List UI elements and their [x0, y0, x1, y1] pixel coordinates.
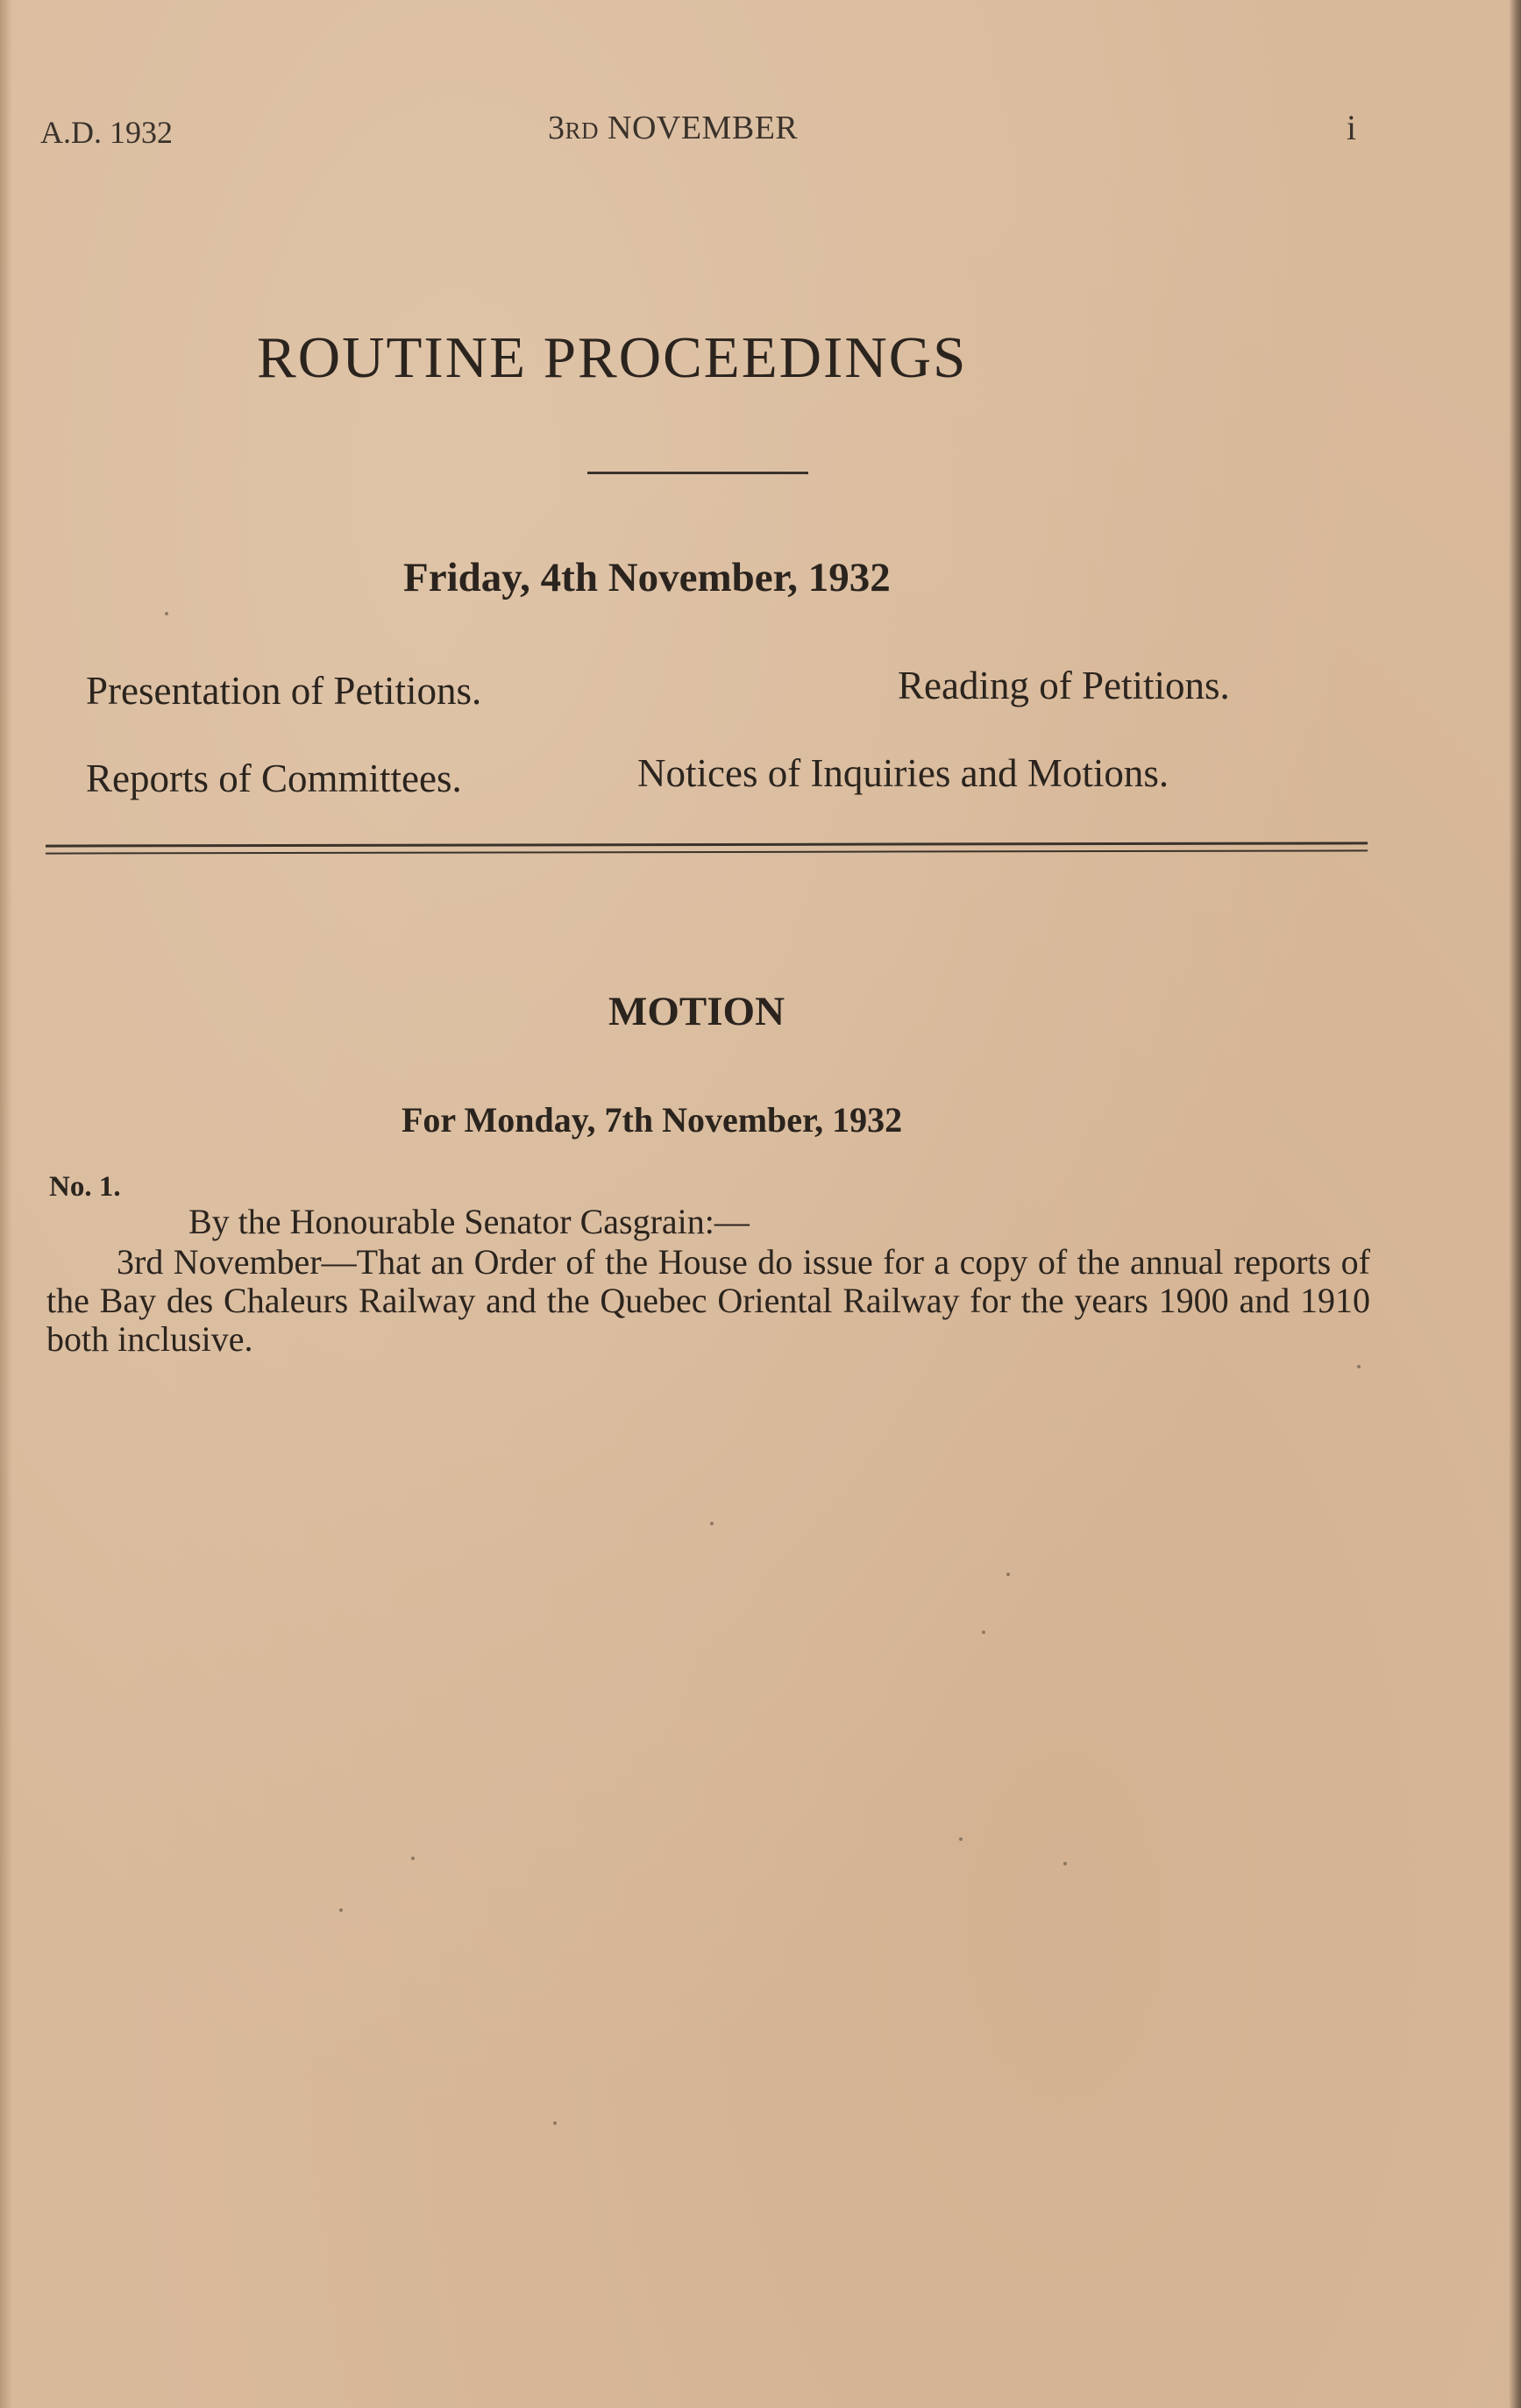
- sitting-date: Friday, 4th November, 1932: [403, 555, 891, 600]
- page-binding-edge: [1509, 0, 1521, 2408]
- routine-item-presentation-of-petitions: Presentation of Petitions.: [86, 669, 482, 713]
- header-date-number: 3: [548, 110, 565, 146]
- routine-item-notices-of-inquiries: Notices of Inquiries and Motions.: [637, 751, 1169, 795]
- paper-speck: [959, 1837, 963, 1841]
- motion-mover: By the Honourable Senator Casgrain:—: [188, 1202, 750, 1241]
- header-date-month: NOVEMBER: [608, 110, 799, 146]
- motion-number: No. 1.: [49, 1171, 121, 1203]
- routine-item-reading-of-petitions: Reading of Petitions.: [898, 664, 1230, 707]
- paper-speck: [339, 1908, 343, 1912]
- paper-speck: [411, 1857, 415, 1860]
- motion-text: 3rd November—That an Order of the House do issue for a copy of the annual reports of the Bay des Chaleurs Railway and the Quebec Oriental Railway for the years 1900 and 1910 both inclusive.: [46, 1242, 1370, 1359]
- page-title: ROUTINE PROCEEDINGS: [257, 325, 968, 390]
- routine-item-reports-of-committees: Reports of Committees.: [86, 756, 462, 800]
- header-date-suffix: RD: [565, 117, 600, 144]
- paper-speck: [1006, 1573, 1010, 1576]
- paper-speck: [553, 2121, 557, 2125]
- paper-speck: [982, 1630, 985, 1634]
- page-number: i: [1347, 108, 1357, 147]
- header-year: A.D. 1932: [40, 115, 173, 150]
- motion-for-date: For Monday, 7th November, 1932: [402, 1100, 903, 1140]
- paper-speck: [1063, 1862, 1067, 1865]
- paper-speck: [1357, 1365, 1361, 1368]
- motion-heading: MOTION: [608, 989, 785, 1034]
- paper-speck: [710, 1522, 714, 1525]
- title-rule: [587, 472, 808, 474]
- paper-speck: [165, 612, 168, 615]
- section-double-rule: [46, 842, 1368, 854]
- page-left-edge: [0, 0, 12, 2408]
- header-date: [548, 109, 798, 147]
